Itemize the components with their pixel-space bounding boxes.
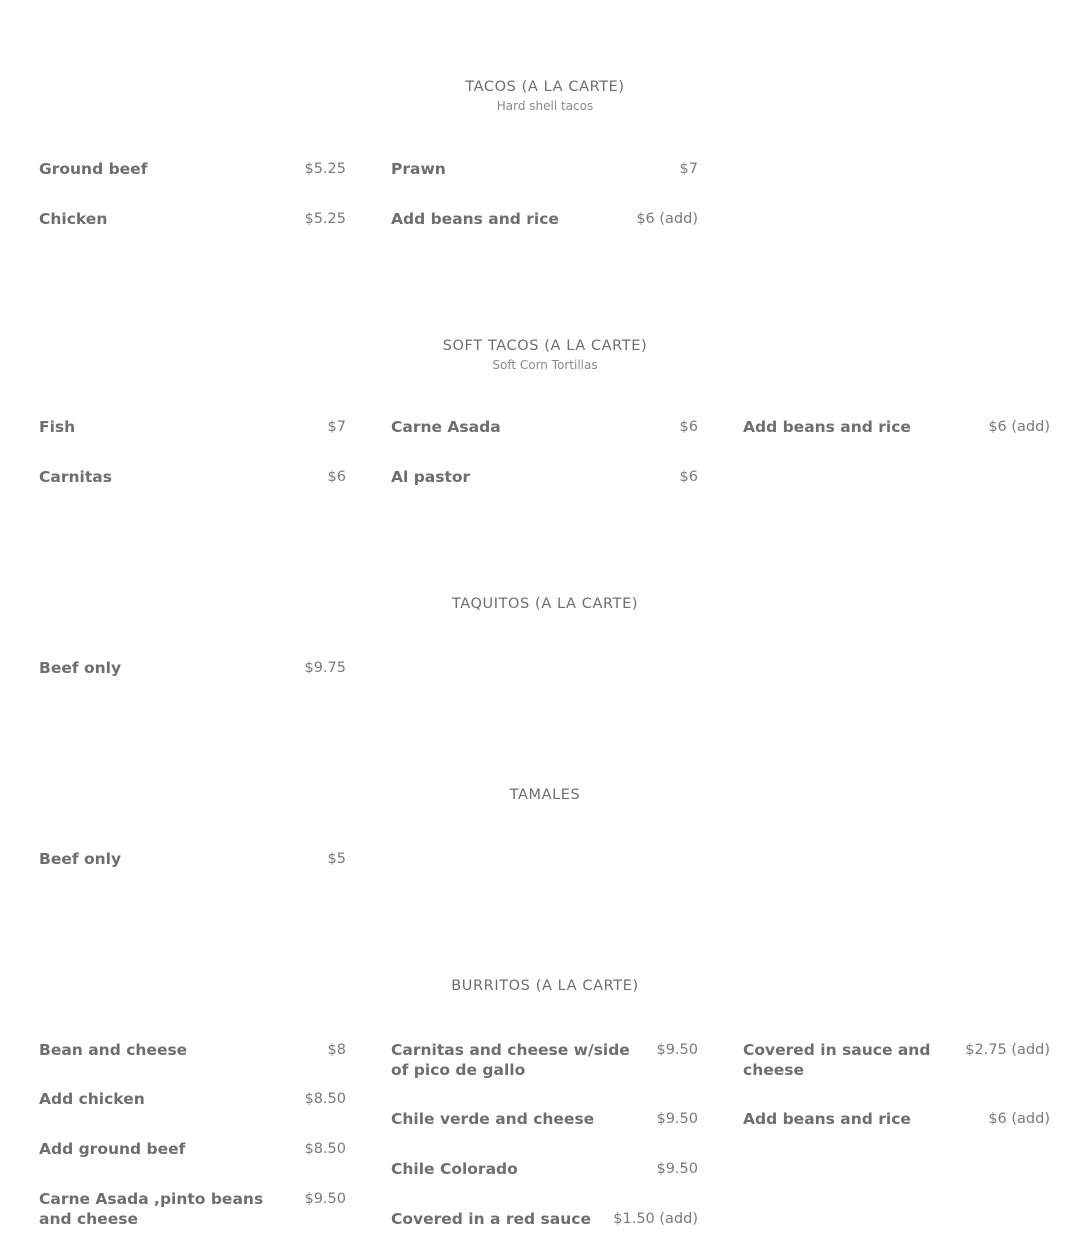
item-price: $9.50 <box>304 1191 346 1207</box>
item-price: $8.50 <box>304 1091 346 1107</box>
section-subtitle: Hard shell tacos <box>496 99 594 113</box>
item-name: Add ground beef <box>39 1140 186 1158</box>
item-name: Add beans and rice <box>391 210 559 228</box>
item-name: Covered in sauce and cheese <box>743 1041 931 1079</box>
item-price: $8.50 <box>304 1141 346 1157</box>
item-name: Bean and cheese <box>39 1041 188 1059</box>
item-name: Ground beef <box>39 160 148 178</box>
item-price: $2.75 (add) <box>965 1042 1050 1058</box>
item-price: $9.50 <box>656 1042 698 1058</box>
item-price: $7 <box>679 161 698 177</box>
item-price: $9.75 <box>304 660 346 676</box>
item-price: $9.50 <box>656 1161 698 1177</box>
item-name: Carne Asada ,pinto beans and cheese <box>39 1190 264 1228</box>
item-price: $9.50 <box>656 1111 698 1127</box>
item-price: $8 <box>327 1042 346 1058</box>
item-price: $6 <box>679 469 698 485</box>
section-header-tacos <box>0 77 1090 114</box>
item-name: Chile verde and cheese <box>391 1110 595 1128</box>
item-name: Add beans and rice <box>743 418 911 436</box>
item-name: Al pastor <box>391 468 471 486</box>
section-subtitle: Soft Corn Tortillas <box>492 358 598 372</box>
item-price: $5 <box>327 851 346 867</box>
item-price: $7 <box>327 419 346 435</box>
item-name: Add beans and rice <box>743 1110 911 1128</box>
section-title: TAMALES <box>509 787 581 803</box>
item-price: $6 (add) <box>988 419 1050 435</box>
item-name: Chicken <box>39 210 108 228</box>
item-price: $6 (add) <box>636 211 698 227</box>
item-name: Add chicken <box>39 1090 145 1108</box>
item-price: $1.50 (add) <box>613 1211 698 1227</box>
section-header-taquitos <box>0 594 1090 614</box>
item-name: Carne Asada <box>391 418 501 436</box>
section-title: TAQUITOS (A LA CARTE) <box>451 596 639 612</box>
section-title: TACOS (A LA CARTE) <box>465 79 625 95</box>
section-header-burritos <box>0 976 1090 996</box>
section-title: SOFT TACOS (A LA CARTE) <box>442 338 648 354</box>
section-header-tamales <box>0 785 1090 805</box>
item-name: Carnitas and cheese w/side of pico de gallo <box>391 1041 630 1079</box>
item-name: Beef only <box>39 659 122 677</box>
item-price: $6 <box>679 419 698 435</box>
item-name: Prawn <box>391 160 446 178</box>
item-price: $5.25 <box>304 161 346 177</box>
item-name: Carnitas <box>39 468 112 486</box>
item-name: Beef only <box>39 850 122 868</box>
item-price: $6 <box>327 469 346 485</box>
section-title: BURRITOS (A LA CARTE) <box>451 978 639 994</box>
section-header-soft-tacos <box>0 336 1090 373</box>
item-price: $5.25 <box>304 211 346 227</box>
item-name: Covered in a red sauce <box>391 1210 591 1228</box>
item-price: $6 (add) <box>988 1111 1050 1127</box>
item-name: Chile Colorado <box>391 1160 518 1178</box>
item-name: Fish <box>39 418 76 436</box>
